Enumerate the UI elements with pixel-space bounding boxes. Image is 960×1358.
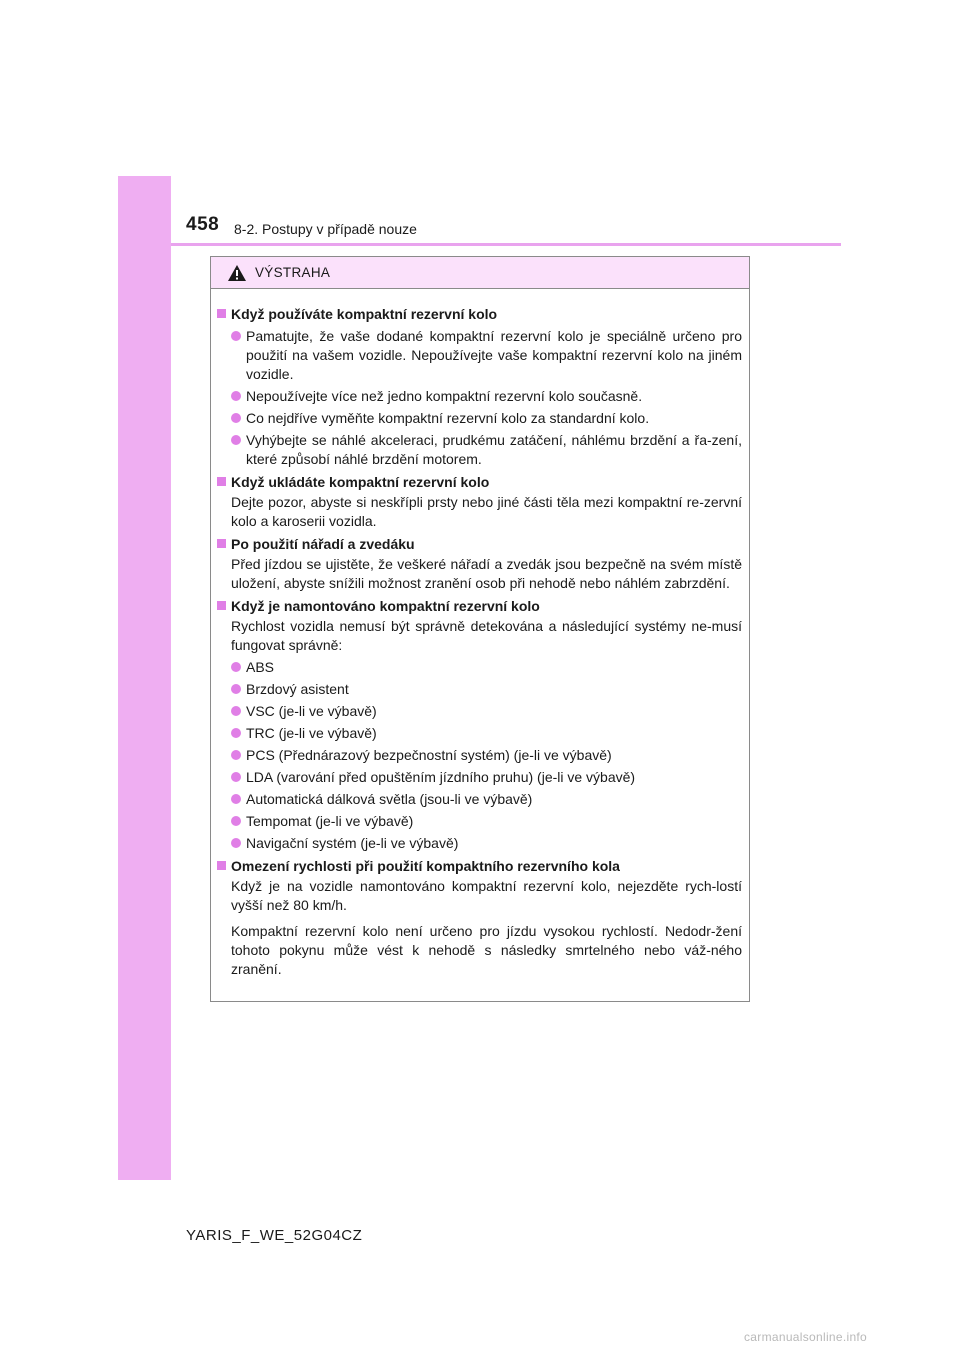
section-title: 8-2. Postupy v případě nouze: [234, 221, 417, 237]
square-bullet-icon: [217, 861, 226, 870]
section-text: Kompaktní rezervní kolo není určeno pro jízdu vysokou rychlostí. Nedodr-žení tohoto pokynu může vést k nehodě s následky smrtelného nebo váž-ného zranění.: [231, 923, 742, 977]
round-bullet-icon: [231, 706, 241, 716]
list-item: Automatická dálková světla (jsou-li ve výbavě): [217, 790, 742, 809]
section-heading: Když používáte kompaktní rezervní kolo: [217, 305, 742, 324]
list-item: Nepoužívejte více než jedno kompaktní rezervní kolo současně.: [217, 387, 742, 406]
page-number: 458: [186, 214, 220, 235]
list-item: Tempomat (je-li ve výbavě): [217, 812, 742, 831]
header-divider: [171, 243, 841, 246]
square-bullet-icon: [217, 539, 226, 548]
section-text: Před jízdou se ujistěte, že veškeré nářadí a zvedák jsou bezpečně na svém místě uložení, abyste snížili možnost zranění osob při nehodě nebo náhlém zabrzdění.: [231, 556, 742, 591]
section-heading: Když ukládáte kompaktní rezervní kolo: [217, 473, 742, 492]
list-item: Navigační systém (je-li ve výbavě): [217, 834, 742, 853]
section-heading: Omezení rychlosti při použití kompaktního rezervního kola: [217, 857, 742, 876]
round-bullet-icon: [231, 816, 241, 826]
round-bullet-icon: [231, 750, 241, 760]
round-bullet-icon: [231, 391, 241, 401]
square-bullet-icon: [217, 477, 226, 486]
round-bullet-icon: [231, 772, 241, 782]
warning-body: [211, 289, 749, 979]
section-heading: Když je namontováno kompaktní rezervní kolo: [217, 597, 742, 616]
square-bullet-icon: [217, 601, 226, 610]
document-code: YARIS_F_WE_52G04CZ: [186, 1227, 363, 1244]
section-heading: Po použití nářadí a zvedáku: [217, 535, 742, 554]
warning-box: [210, 256, 750, 1002]
warning-title: VÝSTRAHA: [255, 265, 331, 280]
round-bullet-icon: [231, 794, 241, 804]
list-item: Co nejdříve vyměňte kompaktní rezervní kolo za standardní kolo.: [217, 409, 742, 428]
round-bullet-icon: [231, 435, 241, 445]
round-bullet-icon: [231, 684, 241, 694]
list-item: TRC (je-li ve výbavě): [217, 724, 742, 743]
list-item: PCS (Přednárazový bezpečnostní systém) (je-li ve výbavě): [217, 746, 742, 765]
list-item: Pamatujte, že vaše dodané kompaktní rezervní kolo je speciálně určeno pro použití na vašem vozidle. Nepoužívejte vaše kompaktní rezervní kolo na jiném vozidle.: [217, 327, 742, 384]
round-bullet-icon: [231, 838, 241, 848]
list-item: VSC (je-li ve výbavě): [217, 702, 742, 721]
list-item: Brzdový asistent: [217, 680, 742, 699]
watermark: carmanualsonline.info: [744, 1330, 868, 1344]
round-bullet-icon: [231, 662, 241, 672]
list-item: ABS: [217, 658, 742, 677]
section-text: Když je na vozidle namontováno kompaktní rezervní kolo, nejezděte rych-lostí vyšší než 80 km/h.: [231, 878, 742, 913]
list-item: Vyhýbejte se náhlé akceleraci, prudkému zatáčení, náhlému brzdění a řa-zení, které způsobí náhlé brzdění motorem.: [217, 431, 742, 469]
round-bullet-icon: [231, 413, 241, 423]
section-text: Rychlost vozidla nemusí být správně detekována a následující systémy ne-musí fungovat správně:: [231, 618, 742, 653]
warning-header: [211, 257, 749, 289]
section-text: Dejte pozor, abyste si neskřípli prsty nebo jiné části těla mezi kompaktní re-zervní kolo a karoserii vozidla.: [231, 494, 742, 529]
round-bullet-icon: [231, 728, 241, 738]
square-bullet-icon: [217, 309, 226, 318]
list-item: LDA (varování před opuštěním jízdního pruhu) (je-li ve výbavě): [217, 768, 742, 787]
round-bullet-icon: [231, 331, 241, 341]
chapter-side-tab: [118, 176, 171, 1180]
warning-triangle-icon: [227, 264, 247, 282]
